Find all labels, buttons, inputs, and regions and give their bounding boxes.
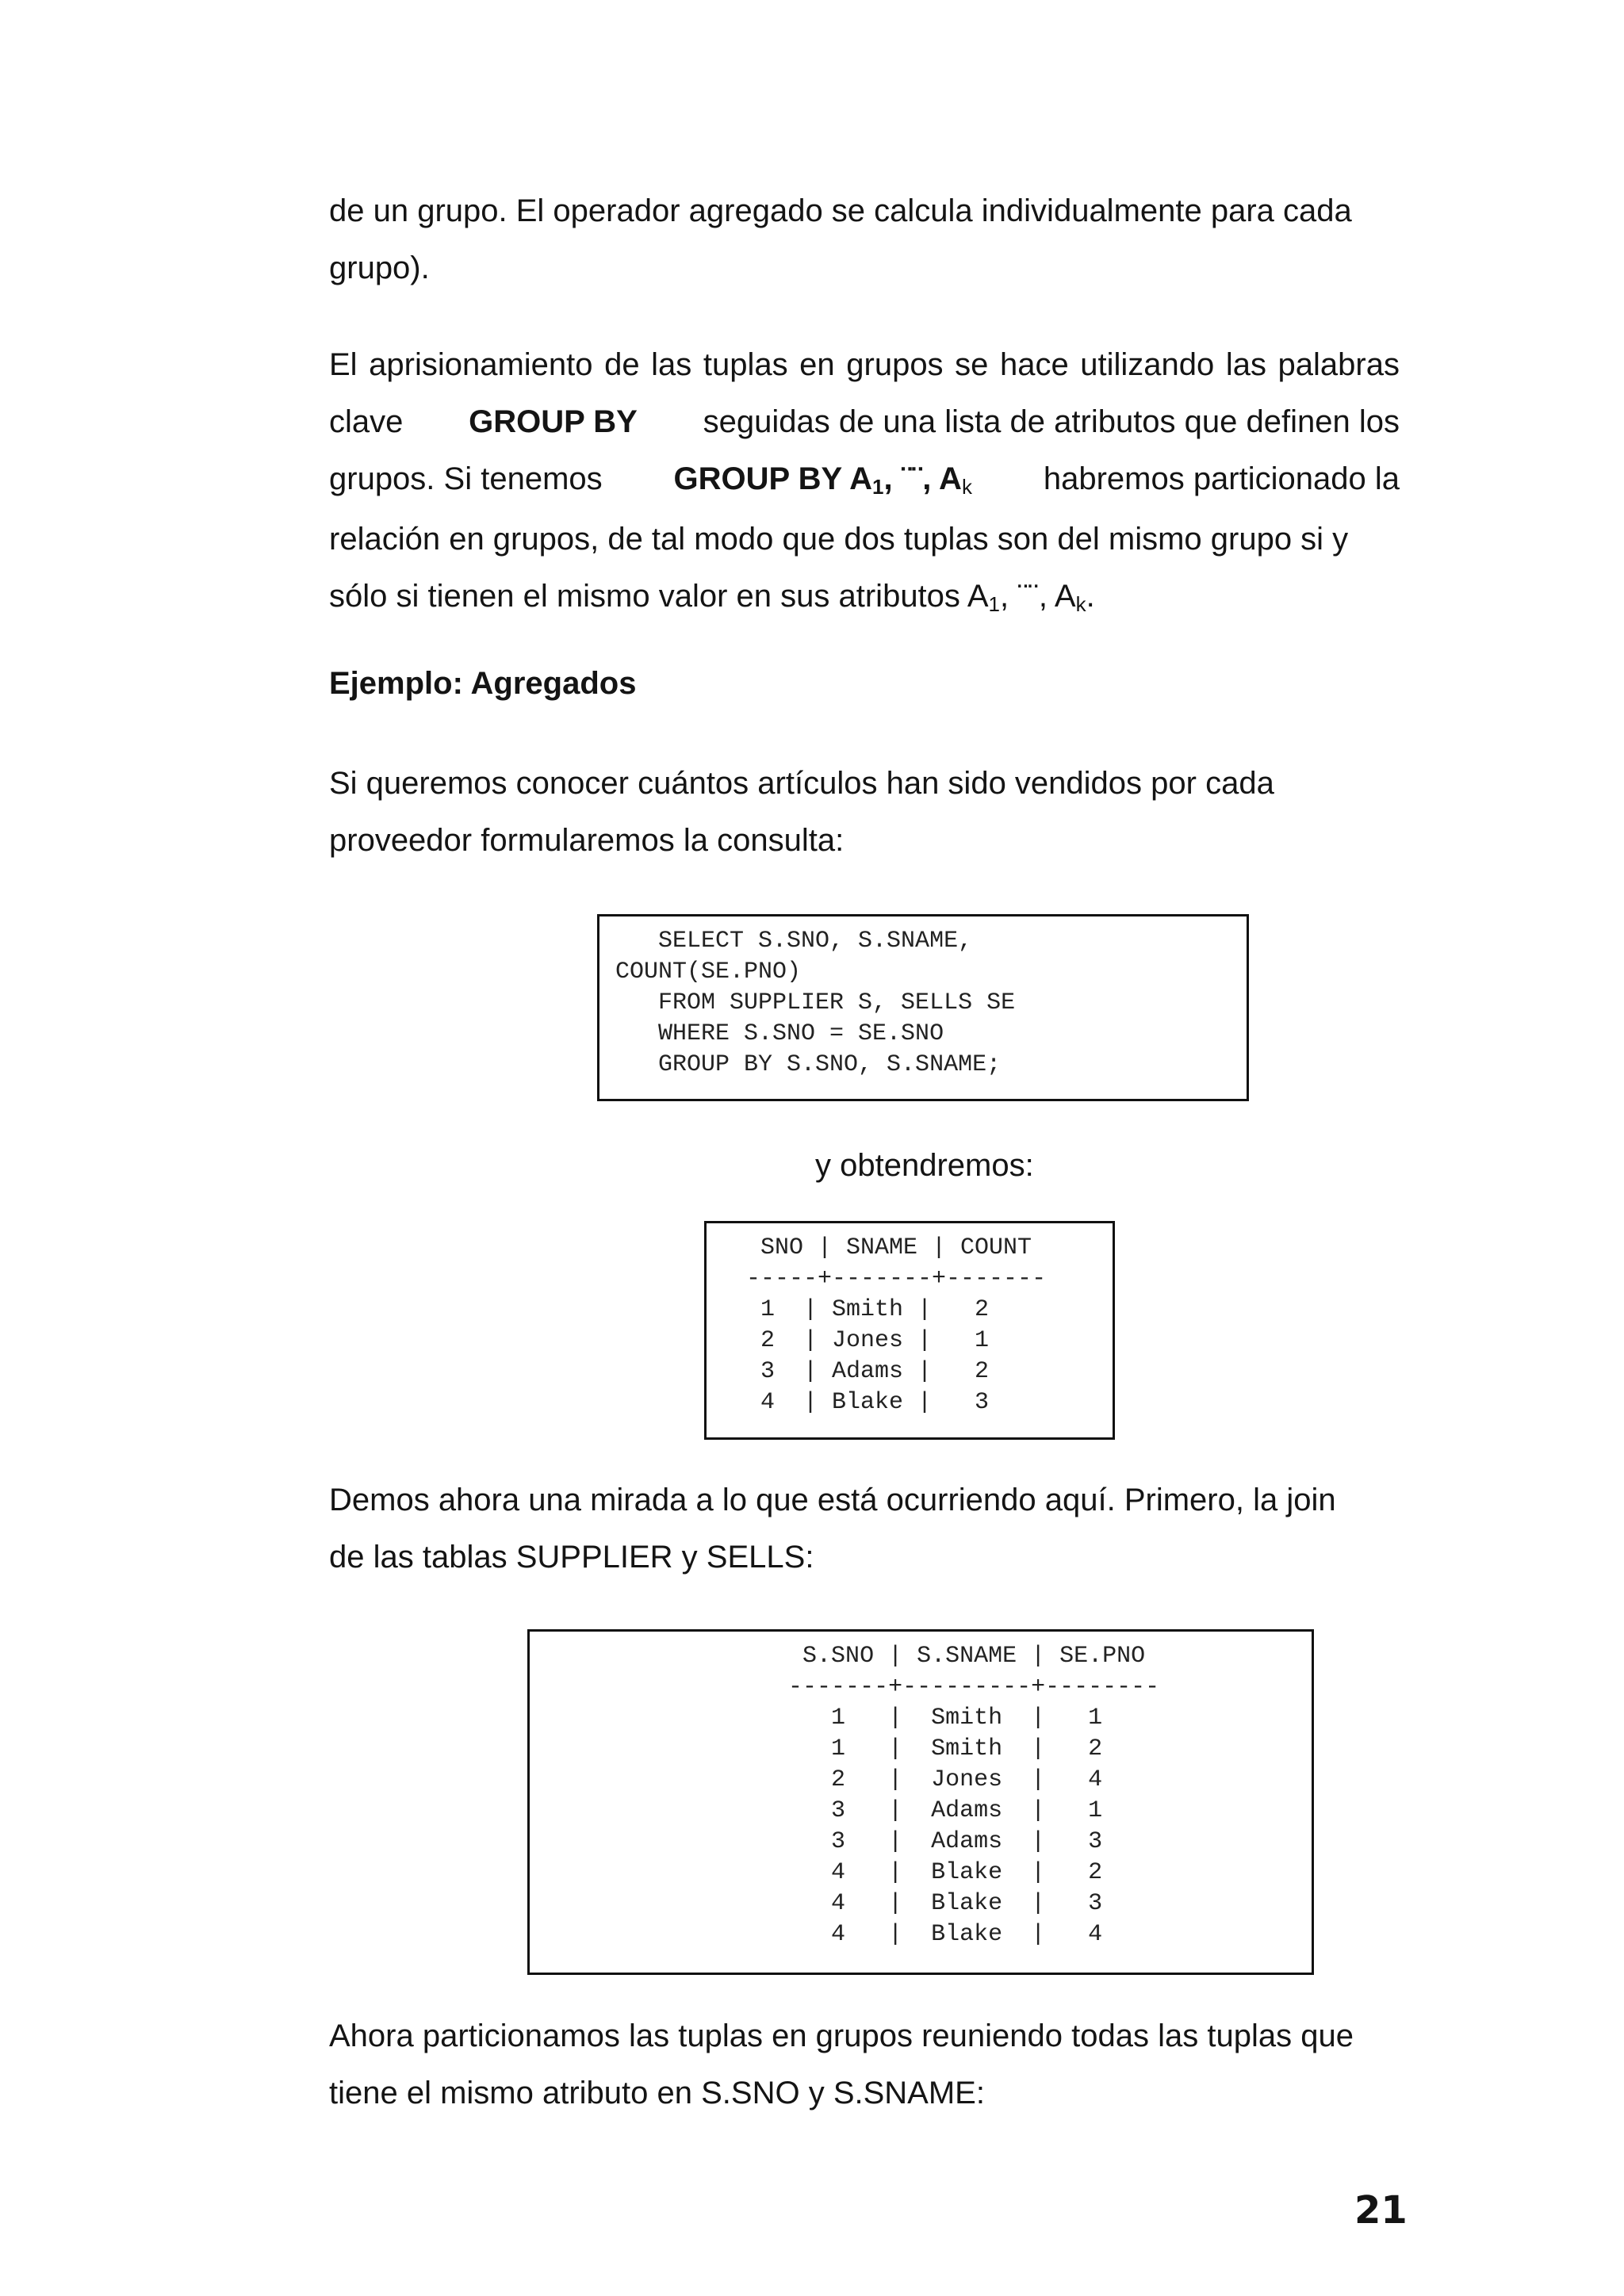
text-span: , ¨¨, A xyxy=(883,461,962,496)
keyword-group-by: GROUP BY A xyxy=(673,461,872,496)
text-line xyxy=(329,2064,1400,2122)
code-line: 3 | Adams | 1 xyxy=(546,1797,1103,1824)
code-line: SNO | SNAME | COUNT xyxy=(718,1234,1032,1261)
result-caption: y obtendremos: xyxy=(815,1148,1034,1183)
paragraph-join-intro xyxy=(329,1471,1400,1586)
code-line: 2 | Jones | 4 xyxy=(546,1766,1103,1793)
sql-query-box xyxy=(597,914,1249,1101)
text-line xyxy=(329,336,1400,393)
code-line: 4 | Blake | 2 xyxy=(546,1859,1103,1886)
text-line xyxy=(329,812,1400,869)
code-line: 4 | Blake | 3 xyxy=(718,1389,990,1416)
code-line: COUNT(SE.PNO) xyxy=(615,959,802,985)
group-by-expression xyxy=(674,450,972,511)
text-line xyxy=(329,1471,1400,1529)
code-line: WHERE S.SNO = SE.SNO xyxy=(615,1020,944,1047)
section-heading: Ejemplo: Agregados xyxy=(329,666,637,701)
text-line xyxy=(329,450,1400,511)
code-line: 1 | Smith | 2 xyxy=(718,1296,990,1323)
text-span: grupo). xyxy=(329,251,430,285)
text-span: , ¨¨, A xyxy=(999,579,1076,614)
paragraph-group-by xyxy=(329,336,1400,628)
code-line: -------+---------+-------- xyxy=(546,1674,1160,1701)
subscript: k xyxy=(1075,592,1086,616)
text-span: proveedor formularemos la consulta: xyxy=(329,823,845,858)
code-line: 1 | Smith | 1 xyxy=(546,1705,1103,1732)
keyword-group-by: GROUP BY xyxy=(469,404,638,439)
text-span: . xyxy=(1086,579,1095,614)
text-line xyxy=(329,755,1400,812)
text-span: grupos. Si tenemos xyxy=(329,461,603,496)
paragraph-group-intro xyxy=(329,182,1400,297)
subscript: 1 xyxy=(871,475,884,499)
text-line xyxy=(329,393,1400,450)
code-line: FROM SUPPLIER S, SELLS SE xyxy=(615,989,1016,1016)
text-span: Demos ahora una mirada a lo que está ocurriendo aquí. Primero, la join xyxy=(329,1483,1336,1517)
text-line xyxy=(329,182,1400,239)
text-line xyxy=(329,568,1400,628)
text-span: tiene el mismo atributo en S.SNO y S.SNAME: xyxy=(329,2076,985,2110)
code-line: GROUP BY S.SNO, S.SNAME; xyxy=(615,1051,1002,1078)
page-number: 21 xyxy=(1354,2188,1408,2233)
text-span: habremos particionado la xyxy=(1043,461,1400,496)
text-span: seguidas de una lista de atributos que definen los xyxy=(703,404,1400,439)
subscript: k xyxy=(961,475,972,499)
join-table-box xyxy=(527,1629,1314,1975)
text-line xyxy=(329,1529,1400,1586)
code-line: 3 | Adams | 3 xyxy=(546,1828,1103,1855)
subscript: 1 xyxy=(988,592,1000,616)
text-span: Si queremos conocer cuántos artículos han sido vendidos por cada xyxy=(329,766,1274,801)
text-span: sólo si tienen el mismo valor en sus atributos A xyxy=(329,579,989,614)
code-line: 1 | Smith | 2 xyxy=(546,1735,1103,1762)
code-line: S.SNO | S.SNAME | SE.PNO xyxy=(546,1643,1146,1670)
code-line: 4 | Blake | 4 xyxy=(546,1921,1103,1948)
text-span: relación en grupos, de tal modo que dos tuplas son del mismo grupo si y xyxy=(329,522,1349,557)
text-line xyxy=(329,239,1400,297)
text-span: clave xyxy=(329,404,404,439)
code-line: 2 | Jones | 1 xyxy=(718,1327,990,1354)
code-line: 3 | Adams | 2 xyxy=(718,1358,990,1385)
code-line: SELECT S.SNO, S.SNAME, xyxy=(615,928,973,955)
text-span: de las tablas SUPPLIER y SELLS: xyxy=(329,1540,814,1575)
text-line xyxy=(329,2007,1400,2064)
text-span: Ahora particionamos las tuplas en grupos reuniendo todas las tuplas que xyxy=(329,2019,1354,2053)
code-line: -----+-------+------- xyxy=(718,1265,1047,1292)
text-line xyxy=(329,511,1400,568)
text-span: El aprisionamiento de las tuplas en grupos se hace utilizando las palabras xyxy=(329,347,1400,382)
paragraph-query-intro xyxy=(329,755,1400,869)
code-line: 4 | Blake | 3 xyxy=(546,1890,1103,1917)
paragraph-partition xyxy=(329,2007,1400,2122)
result-table-box xyxy=(704,1221,1115,1440)
text-span: de un grupo. El operador agregado se calcula individualmente para cada xyxy=(329,193,1352,228)
